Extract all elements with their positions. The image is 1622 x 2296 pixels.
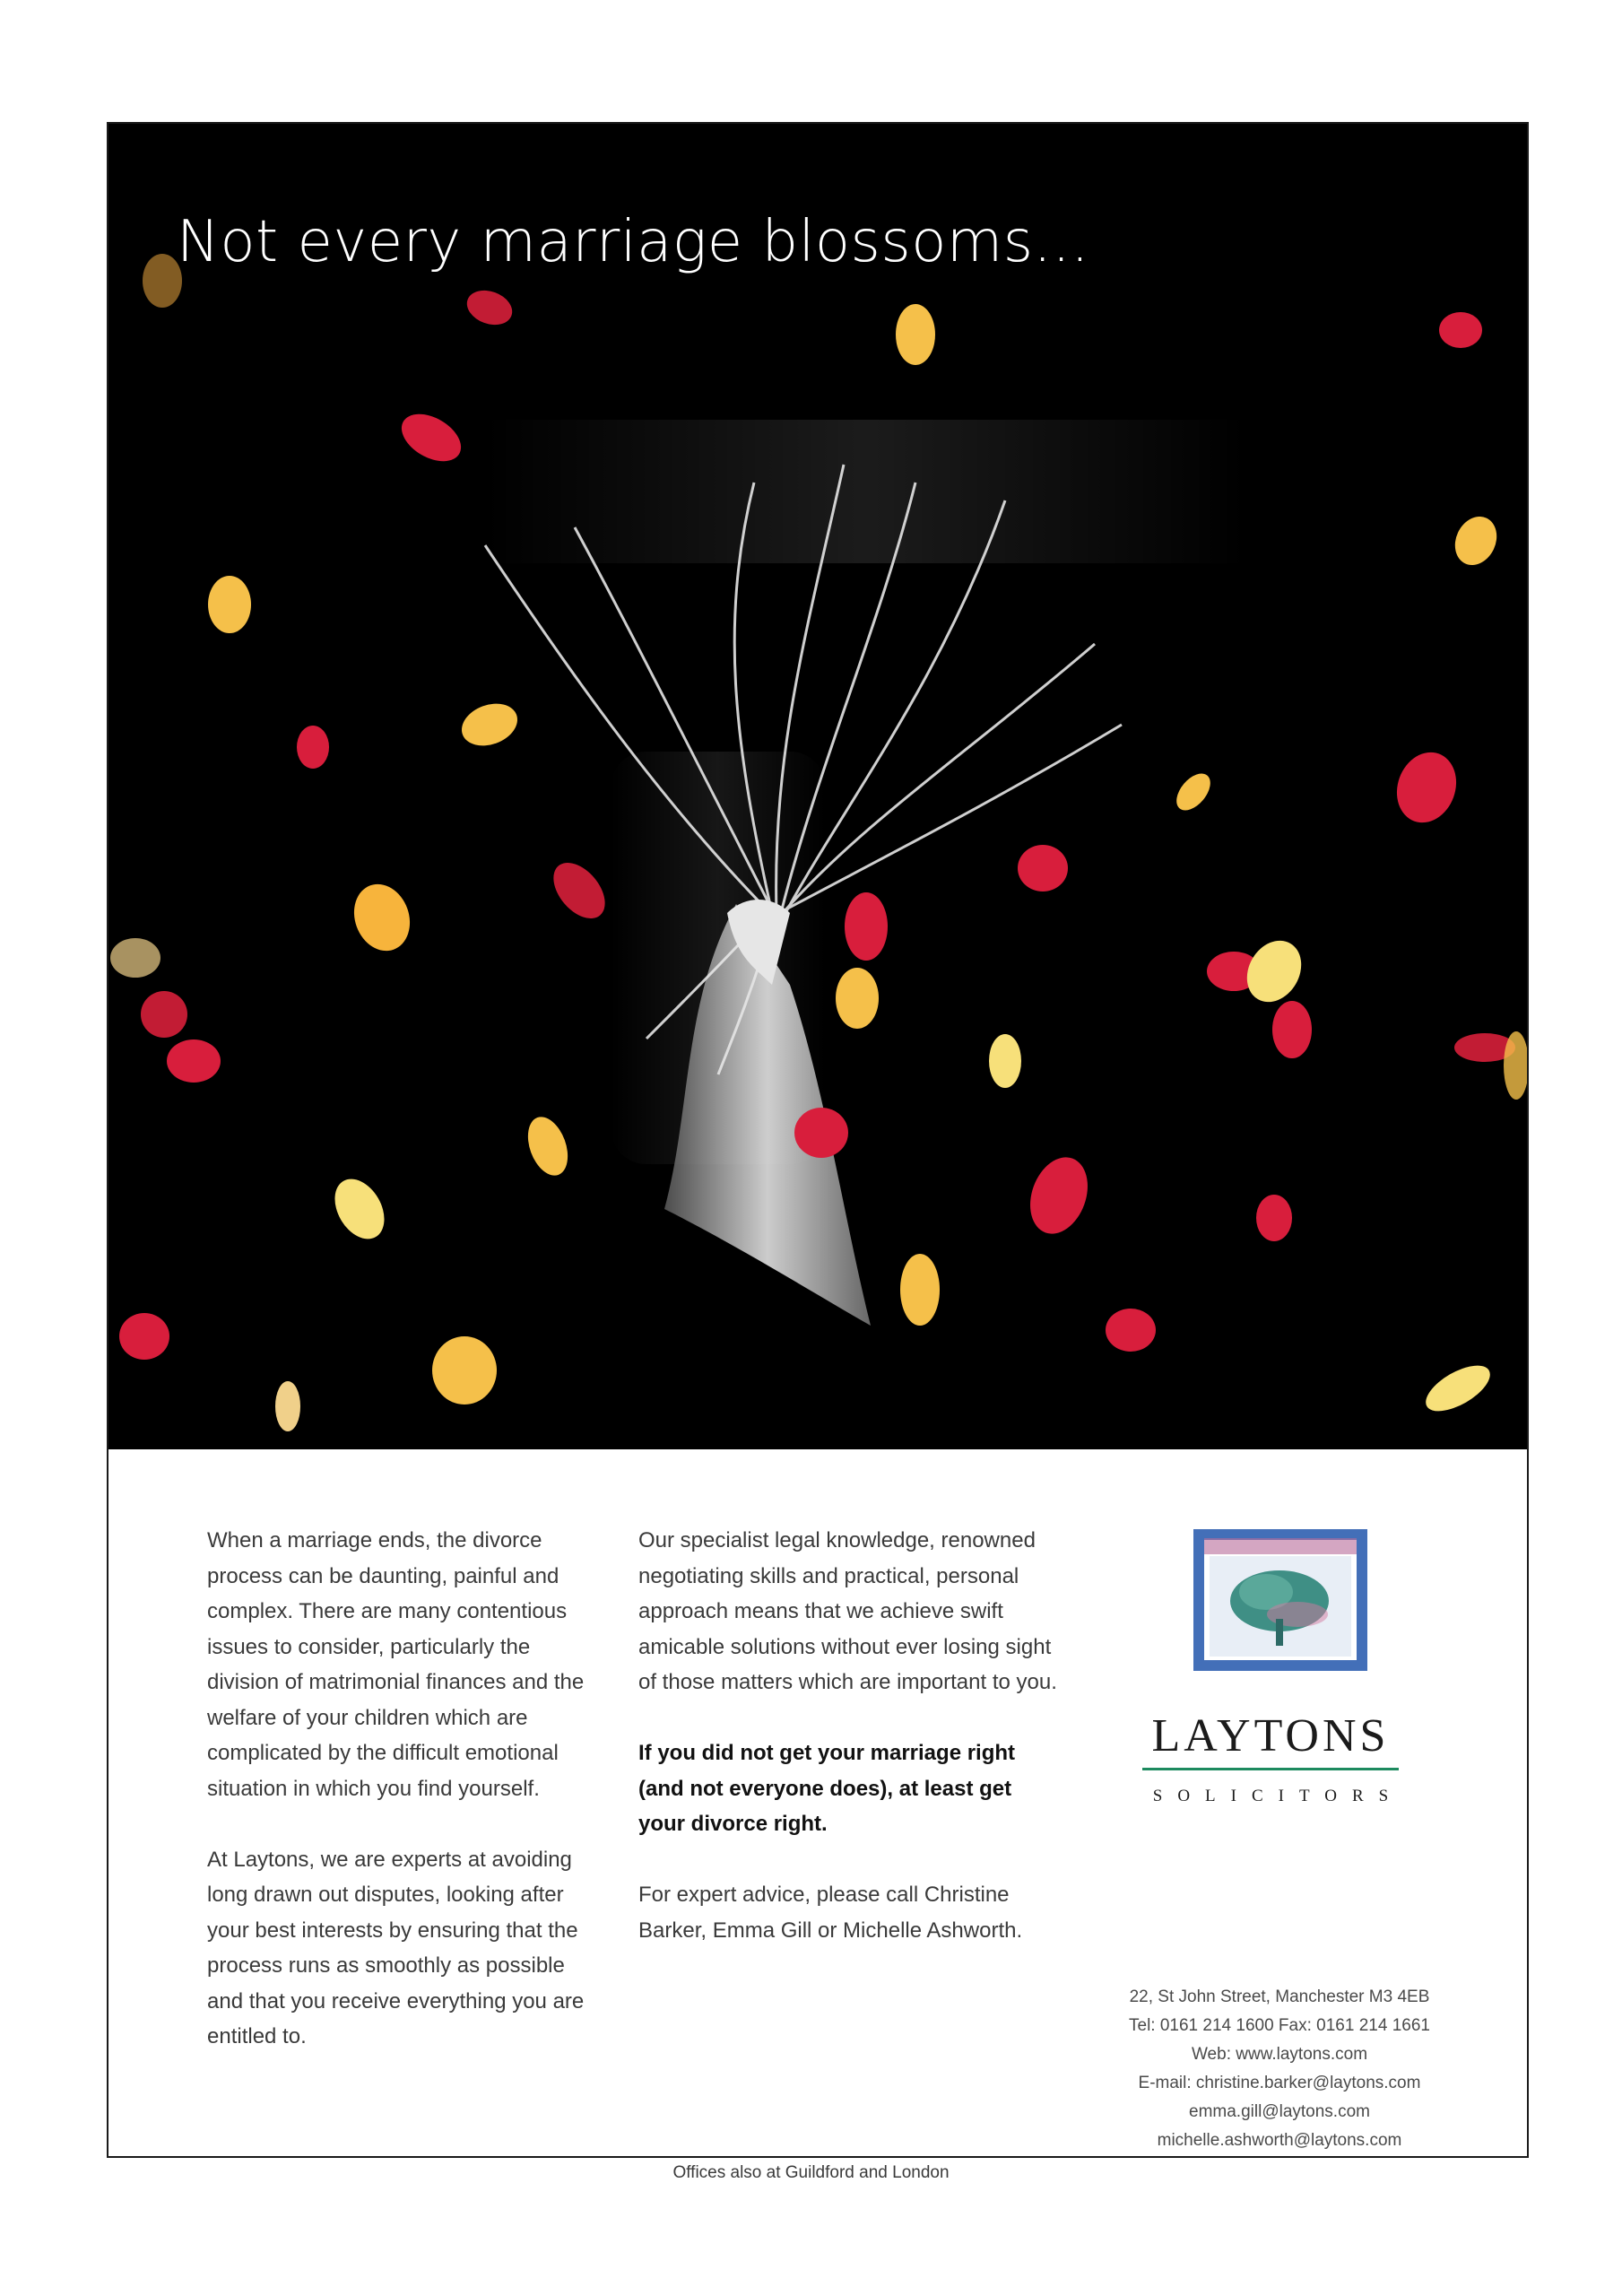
hero-image <box>108 124 1527 1449</box>
bouquet-illustration <box>108 124 1527 1449</box>
brand-subtitle: SOLICITORS <box>1152 1787 1404 1805</box>
email-michelle[interactable]: michelle.ashworth@laytons.com <box>1157 2131 1402 2150</box>
advert-frame <box>107 122 1529 2158</box>
intro-paragraph-2: At Laytons, we are experts at avoiding long drawn out disputes, looking after your best interests by ensuring that the process runs as smoothly as possible and that you receive everything you are entitled to. <box>207 1847 585 2048</box>
headline: Not every marriage blossoms... <box>177 209 1090 275</box>
footer-offices: Offices also at Guildford and London <box>672 2163 950 2182</box>
website-link[interactable]: Web: www.laytons.com <box>1191 2045 1368 2064</box>
call-to-action-paragraph: For expert advice, please call Christine Barker, Emma Gill or Michelle Ashworth. <box>638 1883 1023 1943</box>
email-emma[interactable]: emma.gill@laytons.com <box>1189 2102 1370 2121</box>
brand-name: LAYTONS <box>1151 1710 1390 1761</box>
intro-paragraph-1: When a marriage ends, the divorce process can be daunting, painful and complex. There are many contentious issues to consider, particularly the division of matrimonial finances and the welfare of your children which are complicated by the difficult emotional situation in which you find yourself. <box>207 1528 585 1801</box>
tagline-paragraph: If you did not get your marriage right (and not everyone does), at least get your divorce right. <box>638 1741 1016 1836</box>
brand-rule <box>1142 1768 1399 1770</box>
column-specialist <box>638 1523 1060 1984</box>
phone-fax: Tel: 0161 214 1600 Fax: 0161 214 1661 <box>1129 2016 1430 2035</box>
address: 22, St John Street, Manchester M3 4EB <box>1129 1987 1430 2006</box>
email-christine[interactable]: E-mail: christine.barker@laytons.com <box>1138 2074 1421 2092</box>
laytons-logo <box>1118 1529 1423 1806</box>
specialist-paragraph: Our specialist legal knowledge, renowned negotiating skills and practical, personal approach means that we achieve swift amicable solutions without ever losing sight of those matters which are important to you. <box>638 1528 1057 1694</box>
column-intro <box>207 1523 602 2090</box>
contact-block <box>1082 1983 1477 2155</box>
tree-logo-icon <box>1118 1529 1423 1677</box>
